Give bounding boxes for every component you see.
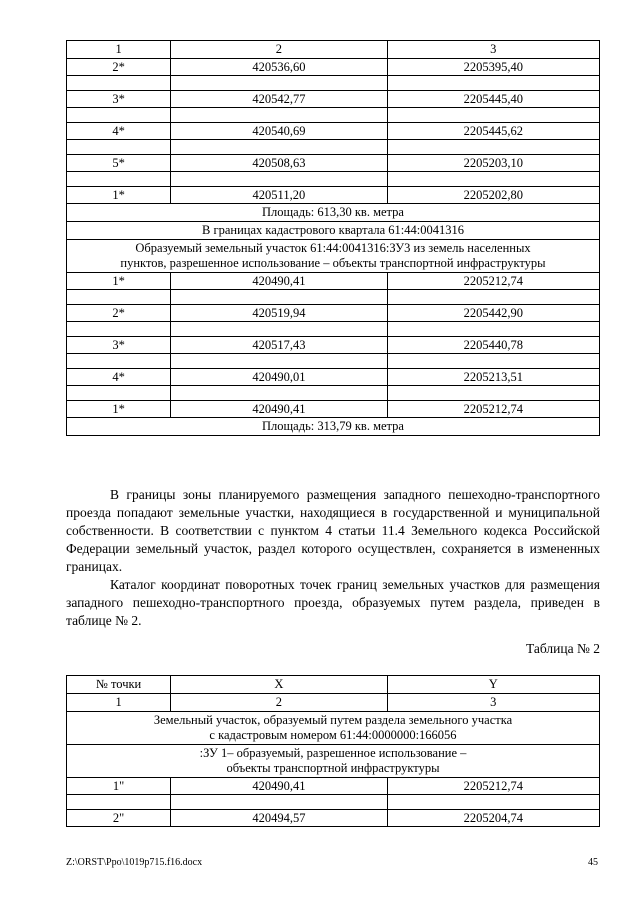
y-cell: 2205204,74 xyxy=(387,810,599,827)
point-cell: 2* xyxy=(67,305,171,322)
table-row-empty xyxy=(67,108,600,123)
column-header: № точки xyxy=(67,676,171,694)
table-row-empty xyxy=(67,290,600,305)
y-cell: 2205445,62 xyxy=(387,123,599,140)
paragraph-zone-boundaries xyxy=(66,486,600,576)
y-cell: 2205202,80 xyxy=(387,187,599,204)
quarter-row xyxy=(67,222,600,240)
point-cell: 4* xyxy=(67,123,171,140)
column-number-cell: 1 xyxy=(67,41,171,59)
y-cell: 2205212,74 xyxy=(387,778,599,795)
point-cell: 1" xyxy=(67,778,171,795)
table-row-empty xyxy=(67,386,600,401)
x-cell: 420490,41 xyxy=(171,273,387,290)
table-caption: Таблица № 2 xyxy=(526,641,600,656)
zu-line: объекты транспортной инфраструктуры xyxy=(226,761,440,775)
parcel-line: пунктов, разрешенное использование – объекты транспортной инфраструктуры xyxy=(120,256,546,270)
column-number-cell: 3 xyxy=(387,694,599,712)
table-row xyxy=(67,155,600,172)
footer-file-path: Z:\ORST\Ppo\1019p715.f16.docx xyxy=(66,857,203,868)
x-cell: 420508,63 xyxy=(171,155,387,172)
parcel-row xyxy=(67,712,600,745)
table-row xyxy=(67,401,600,418)
zu-line: :ЗУ 1– образуемый, разрешенное использование – xyxy=(199,746,467,760)
x-cell: 420490,41 xyxy=(171,401,387,418)
point-cell: 2* xyxy=(67,59,171,76)
table-row xyxy=(67,187,600,204)
table-row xyxy=(67,305,600,322)
x-cell: 420540,69 xyxy=(171,123,387,140)
point-cell: 3* xyxy=(67,91,171,108)
table-row-empty xyxy=(67,76,600,91)
table-row-empty xyxy=(67,322,600,337)
parcel-line: Образуемый земельный участок 61:44:0041316:ЗУ3 из земель населенных xyxy=(135,241,531,255)
table-row-empty xyxy=(67,140,600,155)
column-numbers-row xyxy=(67,694,600,712)
table-header-row xyxy=(67,41,600,59)
x-cell: 420536,60 xyxy=(171,59,387,76)
point-cell: 4* xyxy=(67,369,171,386)
table-header-row xyxy=(67,676,600,694)
column-number-cell: 2 xyxy=(171,41,387,59)
x-cell: 420490,41 xyxy=(171,778,387,795)
y-cell: 2205442,90 xyxy=(387,305,599,322)
parcel-row xyxy=(67,240,600,273)
table-row xyxy=(67,59,600,76)
area-row xyxy=(67,418,600,436)
parcel-cell xyxy=(67,712,600,745)
point-cell: 2" xyxy=(67,810,171,827)
table-row-empty xyxy=(67,795,600,810)
parcel-line: с кадастровым номером 61:44:0000000:166056 xyxy=(209,728,457,742)
paragraph-text: В границы зоны планируемого размещения западного пешеходно-транспортного проезда попадают земельные участки, находящиеся в государственной и муниципальной собственности. В соответствии с пунктом 4 статьи 11.4 Земельного кодекса Российской Федерации земельный участок, раздел которого осуществлен, сохраняется в измененных границах. xyxy=(66,487,600,574)
table-row-empty xyxy=(67,354,600,369)
table-row xyxy=(67,273,600,290)
table-row xyxy=(67,337,600,354)
area-row xyxy=(67,204,600,222)
column-number-cell: 2 xyxy=(171,694,387,712)
y-cell: 2205212,74 xyxy=(387,273,599,290)
zu-cell xyxy=(67,745,600,778)
x-cell: 420517,43 xyxy=(171,337,387,354)
table-row xyxy=(67,123,600,140)
x-cell: 420490,01 xyxy=(171,369,387,386)
area-cell: Площадь: 613,30 кв. метра xyxy=(67,204,600,222)
x-cell: 420542,77 xyxy=(171,91,387,108)
column-header: Y xyxy=(387,676,599,694)
point-cell: 1* xyxy=(67,187,171,204)
y-cell: 2205395,40 xyxy=(387,59,599,76)
coordinates-table-2 xyxy=(66,675,600,827)
parcel-cell xyxy=(67,240,600,273)
parcel-line: Земельный участок, образуемый путем раздела земельного участка xyxy=(153,713,513,727)
x-cell: 420511,20 xyxy=(171,187,387,204)
table-row xyxy=(67,369,600,386)
column-number-cell: 3 xyxy=(387,41,599,59)
x-cell: 420494,57 xyxy=(171,810,387,827)
y-cell: 2205445,40 xyxy=(387,91,599,108)
y-cell: 2205213,51 xyxy=(387,369,599,386)
page-number: 45 xyxy=(588,857,598,868)
y-cell: 2205440,78 xyxy=(387,337,599,354)
zu-row xyxy=(67,745,600,778)
table-row-empty xyxy=(67,172,600,187)
y-cell: 2205212,74 xyxy=(387,401,599,418)
point-cell: 3* xyxy=(67,337,171,354)
column-number-cell: 1 xyxy=(67,694,171,712)
x-cell: 420519,94 xyxy=(171,305,387,322)
area-cell: Площадь: 313,79 кв. метра xyxy=(67,418,600,436)
table-row xyxy=(67,91,600,108)
paragraph-catalog xyxy=(66,576,600,630)
point-cell: 1* xyxy=(67,401,171,418)
paragraph-text: Каталог координат поворотных точек границ земельных участков для размещения западного пешеходно-транспортного проезда, образуемых путем раздела, приведен в таблице № 2. xyxy=(66,577,600,628)
coordinates-table-1 xyxy=(66,40,600,436)
y-cell: 2205203,10 xyxy=(387,155,599,172)
point-cell: 5* xyxy=(67,155,171,172)
table-row xyxy=(67,778,600,795)
column-header: X xyxy=(171,676,387,694)
table-row xyxy=(67,810,600,827)
point-cell: 1* xyxy=(67,273,171,290)
quarter-cell: В границах кадастрового квартала 61:44:0041316 xyxy=(67,222,600,240)
